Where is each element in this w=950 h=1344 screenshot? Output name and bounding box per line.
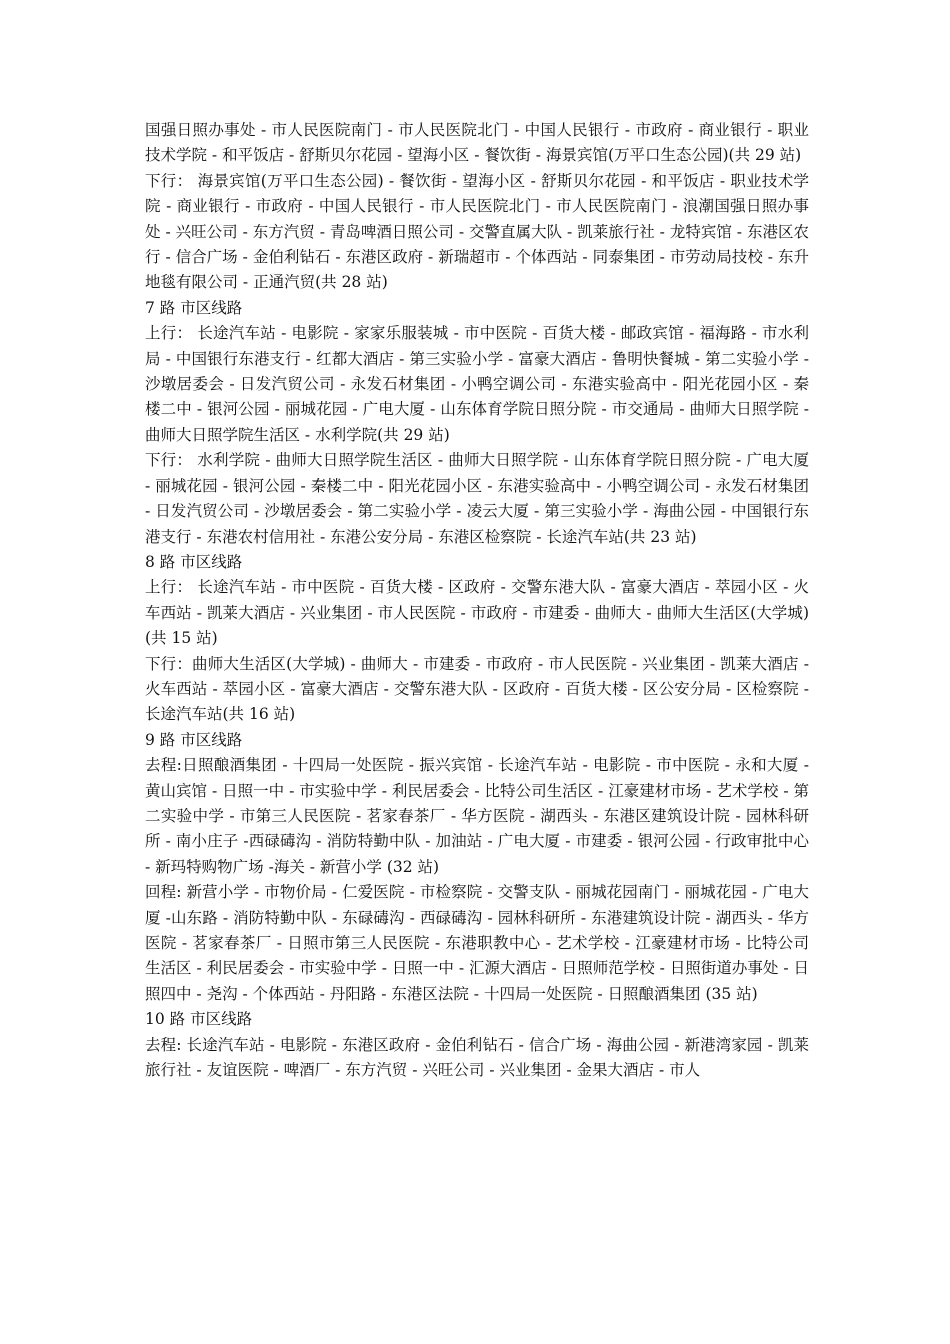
route-7-heading: 7 路 市区线路 — [145, 298, 243, 317]
route-8-upward: 上行： 长途汽车站 - 市中医院 - 百货大楼 - 区政府 - 交警东港大队 - 富豪大酒店 - 萃园小区 - 火车西站 - 凯莱大酒店 - 兴业集团 - 市人民医院 - 市政府 - 市建委 - 曲师大 - 曲师大生活区(大学城)(共 15 站) — [145, 578, 809, 648]
route-10-heading: 10 路 市区线路 — [145, 1010, 253, 1029]
route-9-return: 回程: 新营小学 - 市物价局 - 仁爱医院 - 市检察院 - 交警支队 - 丽城花园南门 - 丽城花园 - 广电大厦 -山东路 - 消防特勤中队 - 东碌碡沟 - 西碌碡沟 - 园林科研所 - 东港建筑设计院 - 湖西头 - 华方医院 - 茗家春茶厂 - 日照市第三人民医院 - 东港职教中心 - 艺术学校 - 江豪建材市场 - 比特公司生活区 - 利民居委会 - 市实验中学 - 日照一中 - 汇源大酒店 - 日照师范学校 - 日照街道办事处 - 日照四中 - 尧沟 - 个体西站 - 丹阳路 - 东港区法院 - 十四局一处医院 - 日照酿酒集团 (35 站) — [145, 883, 809, 1003]
route-9-heading: 9 路 市区线路 — [145, 730, 243, 749]
route-9-outbound: 去程:日照酿酒集团 - 十四局一处医院 - 振兴宾馆 - 长途汽车站 - 电影院 - 市中医院 - 永和大厦 - 黄山宾馆 - 日照一中 - 市实验中学 - 利民居委会 - 比特公司生活区 - 江豪建材市场 - 艺术学校 - 第二实验中学 - 市第三人民医院 - 茗家春茶厂 - 华方医院 - 湖西头 - 东港区建筑设计院 - 园林科研所 - 南小庄子 -西碌碡沟 - 消防特勤中队 - 加油站 - 广电大厦 - 市建委 - 银河公园 - 行政审批中心 - 新玛特购物广场 -海关 - 新营小学 (32 站) — [145, 756, 809, 876]
route-8-downward: 下行：曲师大生活区(大学城) - 曲师大 - 市建委 - 市政府 - 市人民医院 - 兴业集团 - 凯莱大酒店 - 火车西站 - 萃园小区 - 富豪大酒店 - 交警东港大队 - 区政府 - 百货大楼 - 区公安分局 - 区检察院 - 长途汽车站(共 16 站) — [145, 654, 809, 724]
route-7-upward: 上行： 长途汽车站 - 电影院 - 家家乐服装城 - 市中医院 - 百货大楼 - 邮政宾馆 - 福海路 - 市水利局 - 中国银行东港支行 - 红都大酒店 - 第三实验小学 - 富豪大酒店 - 鲁明快餐城 - 第二实验小学 - 沙墩居委会 - 日发汽贸公司 - 永发石材集团 - 小鸭空调公司 - 东港实验高中 - 阳光花园小区 - 秦楼二中 - 银河公园 - 丽城花园 - 广电大厦 - 山东体育学院日照分院 - 市交通局 - 曲师大日照学院 - 曲师大日照学院生活区 - 水利学院(共 29 站) — [145, 324, 809, 444]
route-10-outbound: 去程: 长途汽车站 - 电影院 - 东港区政府 - 金伯利钻石 - 信合广场 - 海曲公园 - 新港湾家园 - 凯莱旅行社 - 友谊医院 - 啤酒厂 - 东方汽贸 - 兴旺公司 - 兴业集团 - 金果大酒店 - 市人 — [145, 1035, 809, 1080]
route-6-downward: 下行： 海景宾馆(万平口生态公园) - 餐饮街 - 望海小区 - 舒斯贝尔花园 - 和平饭店 - 职业技术学院 - 商业银行 - 市政府 - 中国人民银行 - 市人民医院北门 - 市人民医院南门 - 浪潮国强日照办事处 - 兴旺公司 - 东方汽贸 - 青岛啤酒日照公司 - 交警直属大队 - 凯莱旅行社 - 龙特宾馆 - 东港区农行 - 信合广场 - 金伯利钻石 - 东港区政府 - 新瑞超市 - 个体西站 - 同泰集团 - 市劳动局技校 - 东升地毯有限公司 - 正通汽贸(共 28 站) — [145, 171, 809, 292]
route-7-downward: 下行： 水利学院 - 曲师大日照学院生活区 - 曲师大日照学院 - 山东体育学院日照分院 - 广电大厦 - 丽城花园 - 银河公园 - 秦楼二中 - 阳光花园小区 - 东港实验高中 - 小鸭空调公司 - 永发石材集团 - 日发汽贸公司 - 沙墩居委会 - 第二实验小学 - 凌云大厦 - 第三实验小学 - 海曲公园 - 中国银行东港支行 - 东港农村信用社 - 东港公安分局 - 东港区检察院 - 长途汽车站(共 23 站) — [145, 451, 809, 546]
route-6-upward-tail: 国强日照办事处 - 市人民医院南门 - 市人民医院北门 - 中国人民银行 - 市政府 - 商业银行 - 职业技术学院 - 和平饭店 - 舒斯贝尔花园 - 望海小区 - 餐饮街 - 海景宾馆(万平口生态公园)(共 29 站) — [145, 121, 809, 165]
route-8-heading: 8 路 市区线路 — [145, 552, 243, 571]
document-body — [145, 118, 809, 1083]
